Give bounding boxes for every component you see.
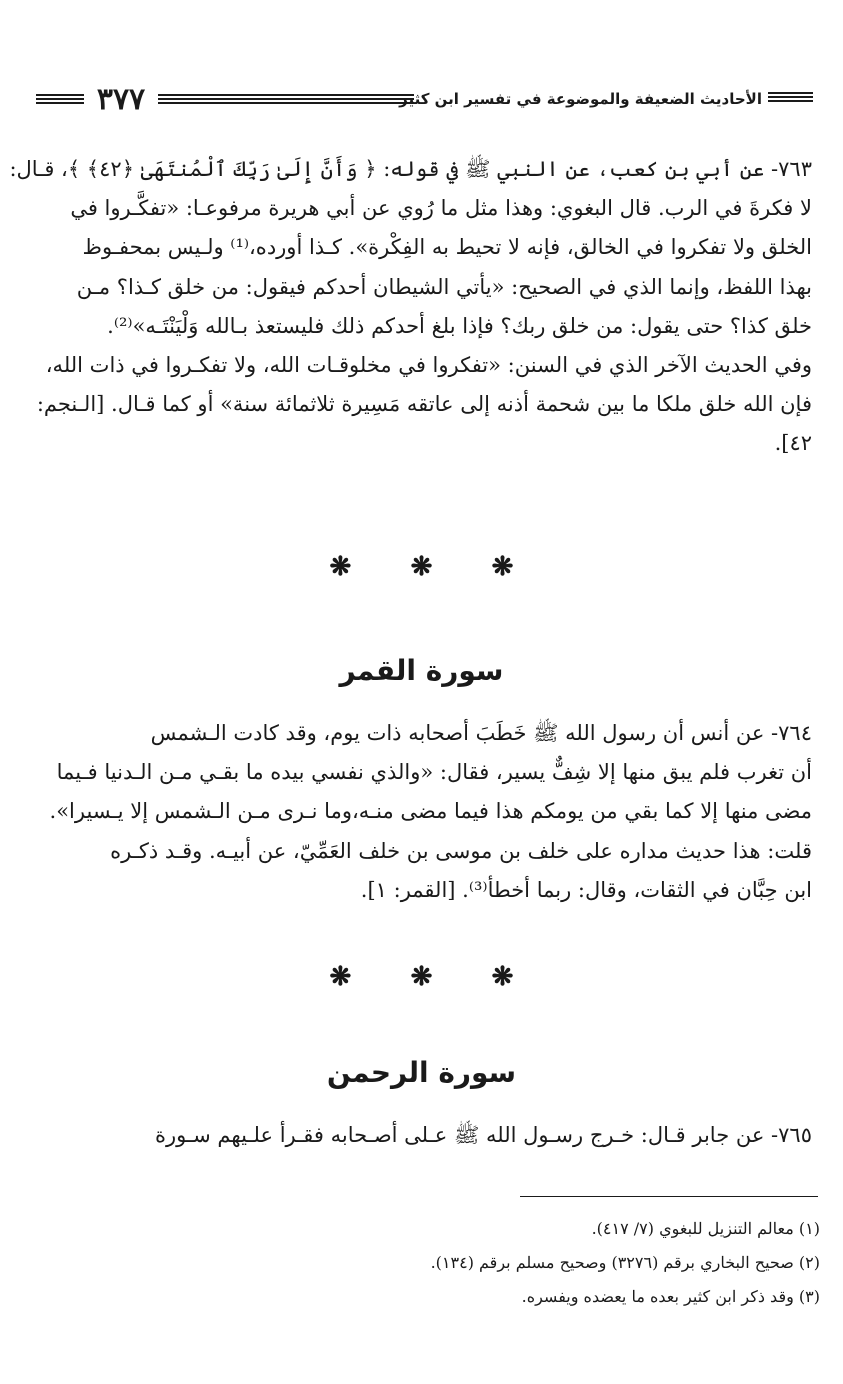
surah-qamar-title: سورة القمر: [339, 654, 504, 687]
text-line: بهذا اللفظ، وإنما الذي في الصحيح: «يأتي الشيطان أحدكم فيقول: من خلق كـذا؟ مـن: [76, 274, 812, 299]
section-divider: [0, 962, 843, 992]
asterisk-ornament: ❋: [329, 962, 352, 992]
asterisk-ornament: ❋: [410, 962, 433, 992]
surah-rahman-title: سورة الرحمن: [326, 1056, 517, 1089]
page-number: ٣٧٧: [96, 82, 146, 117]
asterisk-ornament: ❋: [491, 552, 514, 582]
text-line: ٤٢].: [774, 431, 812, 456]
asterisk-ornament: ❋: [491, 962, 514, 992]
text-line: ٧٦٣- عن أبي بن كعب، عن النبي ﷺ في قوله: ﴿ وَأَنَّ إِلَىٰ رَبِّكَ ٱلْمُنتَهَىٰ ﴿٤٢﴾ ﴾، قـال:: [9, 157, 812, 181]
hadith-763-paragraph: [9, 150, 812, 464]
header-rule-middle: [158, 94, 414, 106]
text-line: مضى منها إلا كما بقي من يومكم هذا فيما مضى منـه،وما نـرى مـن الـشمس إلا يـسيرا».: [49, 799, 812, 824]
text-line: خلق كذا؟ حتى يقول: من خلق ربك؟ فإذا بلغ أحدكم ذلك فليستعذ بـالله وَلْيَنْتَـه»⁽²⁾.: [107, 313, 812, 338]
footnotes: [44, 1212, 820, 1314]
footnote-item: (٣) وقد ذكر ابن كثير بعده ما يعضده ويفسره.: [521, 1287, 820, 1306]
header-rule-right: [768, 92, 813, 104]
text-line: ابن حِبَّان في الثقات، وقال: ربما أخطأ⁽³⁾. [القمر: ١].: [360, 877, 812, 902]
asterisk-ornament: ❋: [410, 552, 433, 582]
text-line: ٧٦٤- عن أنس أن رسول الله ﷺ خَطَبَ أصحابه ذات يوم، وقد كادت الـشمس: [150, 721, 812, 745]
hadith-764-paragraph: [44, 714, 812, 910]
footnote-item: (٢) صحيح البخاري برقم (٣٢٧٦) وصحيح مسلم برقم (١٣٤).: [430, 1253, 820, 1272]
asterisk-ornament: ❋: [329, 552, 352, 582]
footnote-item: (١) معالم التنزيل للبغوي (٧/ ٤١٧).: [591, 1219, 820, 1238]
text-line: لا فكرةَ في الرب. قال البغوي: وهذا مثل ما رُوي عن أبي هريرة مرفوعـا: «تفكَّـروا في: [70, 196, 812, 221]
hadith-765-paragraph: [44, 1116, 812, 1155]
text-line: ٧٦٥- عن جابر قـال: خـرج رسـول الله ﷺ عـلى أصـحابه فقـرأ علـيهم سـورة: [155, 1123, 812, 1147]
text-line: الخلق ولا تفكروا في الخالق، فإنه لا تحيط به الفِكْرة». كـذا أورده،⁽¹⁾ ولـيس بمحفـوظ: [82, 235, 812, 260]
running-title: الأحاديث الضعيفة والموضوعة في تفسير ابن كثير: [399, 90, 762, 108]
text-line: قلت: هذا حديث مداره على خلف بن موسى بن خلف العَمِّيّ، عن أبيـه. وقـد ذكـره: [110, 838, 812, 863]
text-line: وفي الحديث الآخر الذي في السنن: «تفكروا في مخلوقـات الله، ولا تفكـروا في ذات الله،: [45, 353, 812, 378]
header-rule-left: [36, 94, 84, 106]
text-line: فإن الله خلق ملكا ما بين شحمة أذنه إلى عاتقه مَسِيرة ثلاثمائة سنة» أو كما قـال. [الـنجم:: [36, 392, 812, 417]
page-header: [30, 82, 813, 118]
footnote-separator: [520, 1196, 818, 1197]
text-line: أن تغرب فلم يبق منها إلا شِفٌّ يسير، فقال: «والذي نفسي بيده ما بقـي مـن الـدنيا فـيما: [56, 760, 812, 785]
section-divider: [0, 552, 843, 582]
